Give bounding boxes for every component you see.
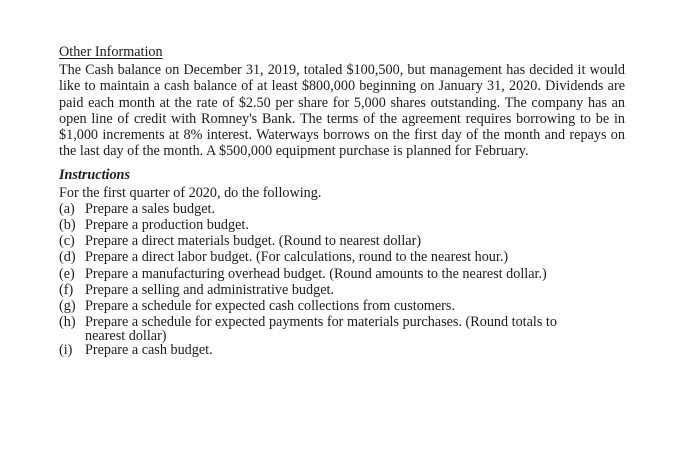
item-label: (f) <box>59 281 74 298</box>
item-label: (h) <box>59 314 76 331</box>
other-information-paragraph: The Cash balance on December 31, 2019, totaled $100,500, but management has decided it would like to maintain a cash balance of at least $800,000 beginning on January 31, 2020. Dividends are paid each month at the rate of $2.50 per share for 5,000 shares outstanding. The company has an open line of credit with Romney's Bank. The terms of the agreement requires borrowing to be in $1,000 increments at 8% interest. Waterways borrows on the first day of the month and repays on the last day of the month. A $500,000 equipment purchase is planned for February. <box>59 62 625 160</box>
list-item <box>59 282 625 298</box>
instructions-intro: For the first quarter of 2020, do the following. <box>59 184 322 201</box>
instructions-list <box>59 201 625 359</box>
list-item <box>59 342 625 358</box>
item-text: Prepare a schedule for expected cash collections from customers. <box>85 298 455 315</box>
document <box>59 44 625 359</box>
list-item <box>59 217 625 233</box>
item-text: Prepare a production budget. <box>85 217 249 234</box>
item-label: (i) <box>59 342 73 359</box>
item-text-continuation: nearest dollar) <box>85 328 167 345</box>
list-item <box>59 298 625 314</box>
item-text: Prepare a schedule for expected payments for materials purchases. (Round totals to <box>85 314 557 331</box>
list-item <box>59 266 625 282</box>
item-text: Prepare a manufacturing overhead budget. (Round amounts to the nearest dollar.) <box>85 265 547 282</box>
item-label: (e) <box>59 265 75 282</box>
instructions-heading: Instructions <box>59 167 130 184</box>
item-label: (g) <box>59 298 76 315</box>
item-label: (a) <box>59 200 75 217</box>
item-label: (c) <box>59 233 75 250</box>
item-text: Prepare a sales budget. <box>85 200 216 217</box>
item-text: Prepare a direct labor budget. (For calculations, round to the nearest hour.) <box>85 249 509 266</box>
list-item <box>59 201 625 217</box>
list-item <box>59 249 625 265</box>
item-text-wrapper <box>85 314 625 345</box>
list-item <box>59 233 625 249</box>
list-item <box>59 314 625 345</box>
item-label: (d) <box>59 249 76 266</box>
item-label: (b) <box>59 217 76 234</box>
item-text: Prepare a direct materials budget. (Round to nearest dollar) <box>85 233 422 250</box>
item-text: Prepare a cash budget. <box>85 342 213 359</box>
other-information-heading: Other Information <box>59 44 163 60</box>
item-text: Prepare a selling and administrative budget. <box>85 281 334 298</box>
